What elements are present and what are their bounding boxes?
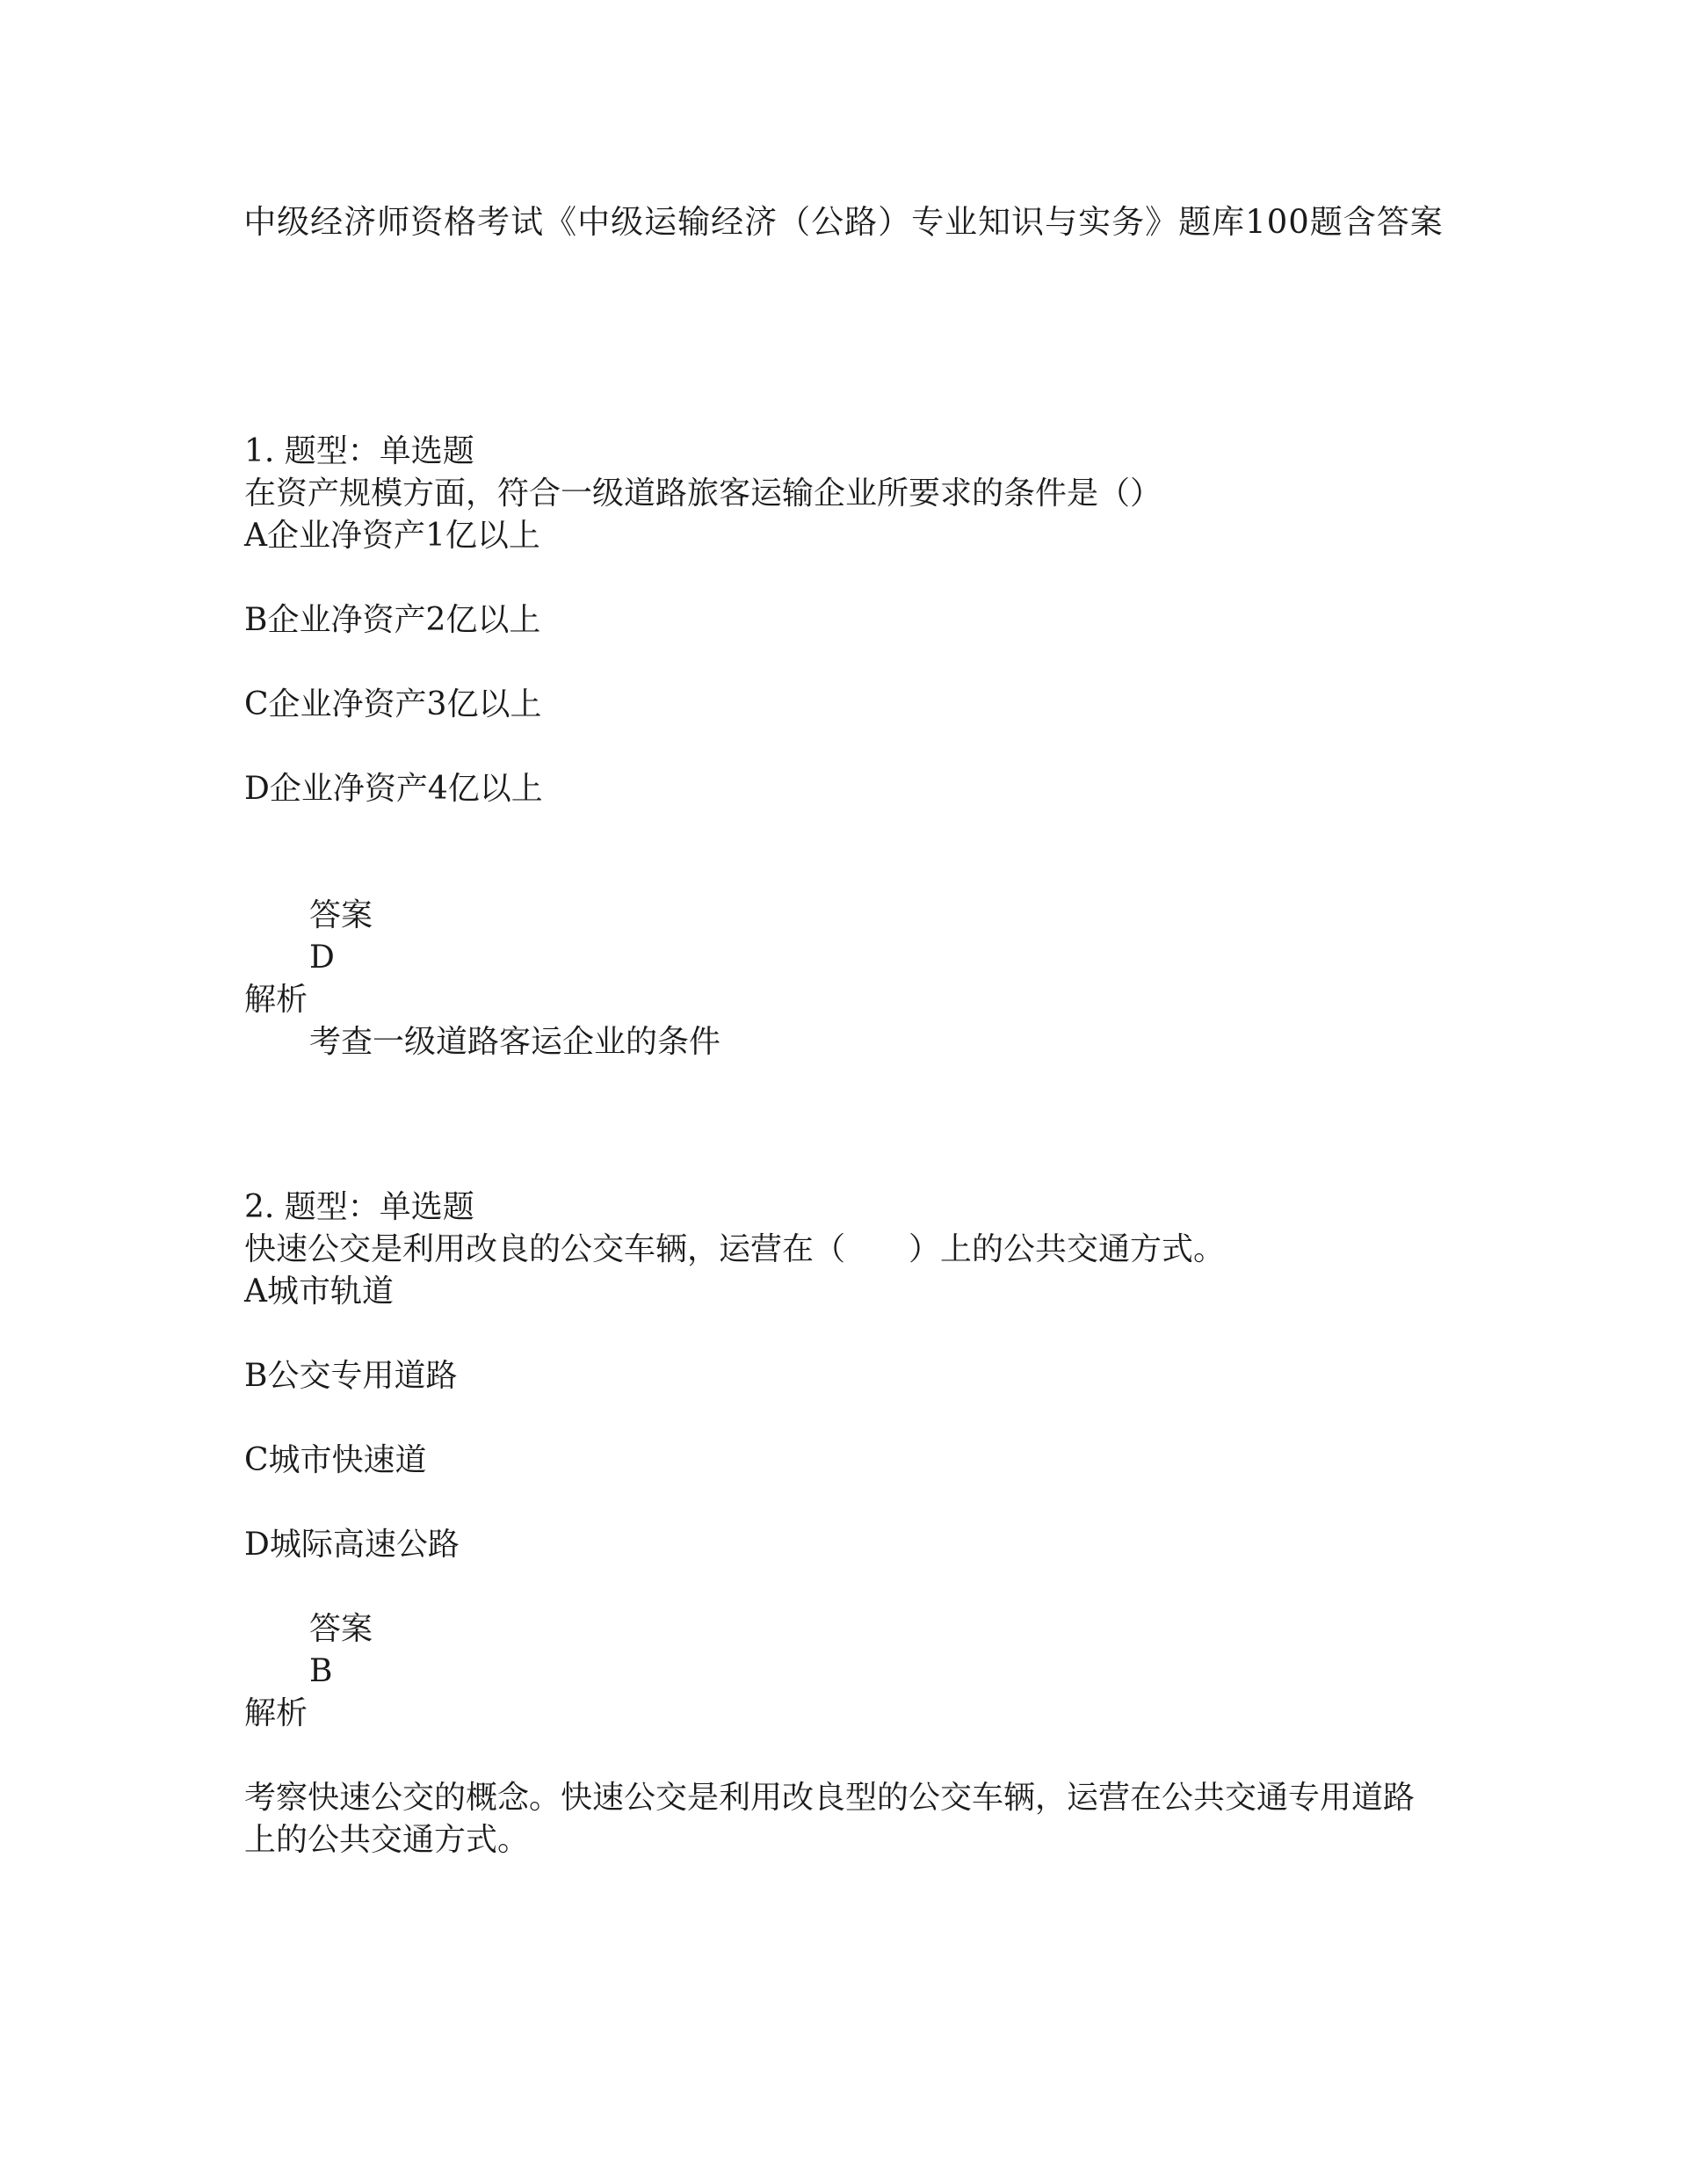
question-header: 2. 题型：单选题 <box>244 1189 474 1225</box>
option-a: A城市轨道 <box>244 1273 394 1310</box>
option-c: C企业净资产3亿以上 <box>244 686 542 722</box>
option-c: C城市快速道 <box>244 1442 427 1478</box>
analysis-label: 解析 <box>244 1695 308 1731</box>
answer-value: D <box>309 940 335 976</box>
answer-label: 答案 <box>309 1611 373 1647</box>
question-header: 1. 题型：单选题 <box>244 433 474 469</box>
analysis-text: 考查一级道路客运企业的条件 <box>309 1024 721 1060</box>
option-a: A企业净资产1亿以上 <box>244 518 540 554</box>
document-title: 中级经济师资格考试《中级运输经济（公路）专业知识与实务》题库100题含答案 <box>243 203 1444 241</box>
option-d: D城际高速公路 <box>244 1527 460 1563</box>
question-1 <box>244 431 1457 1063</box>
analysis-text: 考察快速公交的概念。快速公交是利用改良型的公交车辆，运营在公共交通专用道路上的公共交通方式。 <box>244 1780 1415 1858</box>
option-b: B企业净资产2亿以上 <box>244 602 541 638</box>
option-b: B公交专用道路 <box>244 1358 458 1394</box>
option-d: D企业净资产4亿以上 <box>244 771 543 807</box>
answer-label: 答案 <box>309 897 373 933</box>
answer-value: B <box>309 1653 333 1689</box>
analysis-label: 解析 <box>244 982 308 1018</box>
question-stem: 在资产规模方面，符合一级道路旅客运输企业所要求的条件是（） <box>244 475 1162 512</box>
question-stem: 快速公交是利用改良的公交车辆，运营在（ ）上的公共交通方式。 <box>244 1231 1226 1267</box>
question-2 <box>244 1186 1457 1861</box>
